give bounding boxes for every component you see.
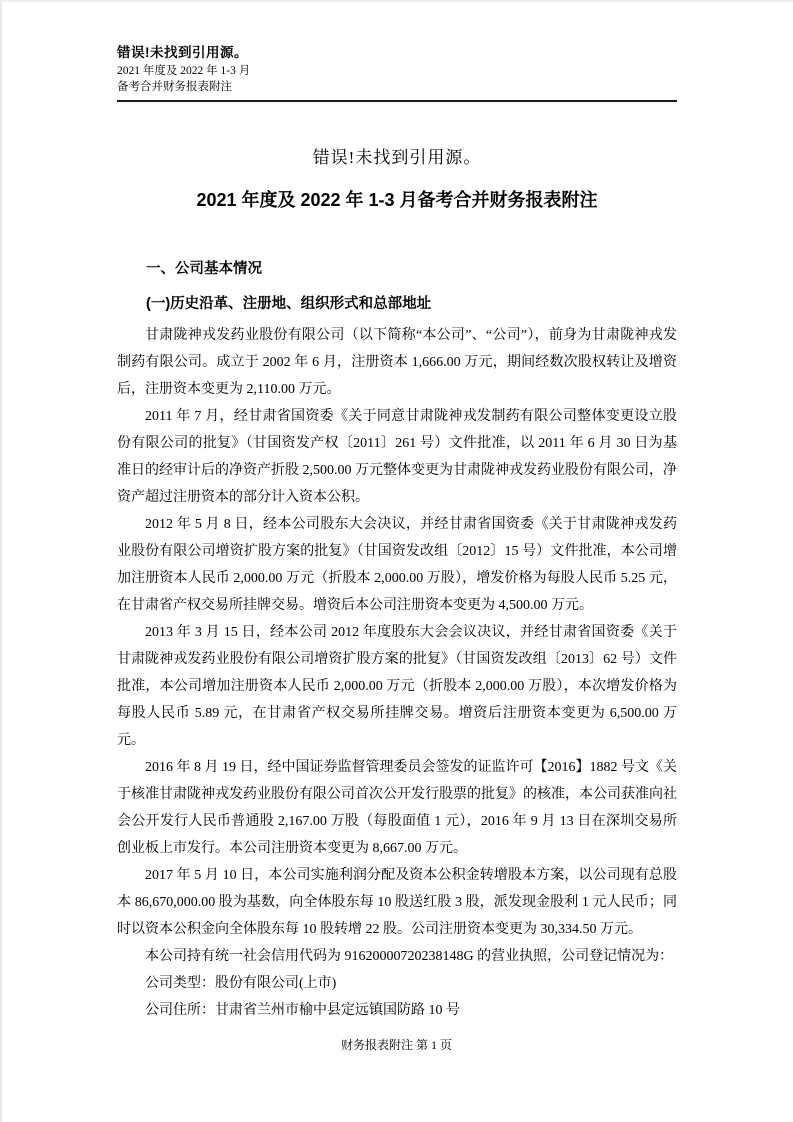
paragraph: 公司住所：甘肃省兰州市榆中县定远镇国防路 10 号 bbox=[145, 1003, 460, 1018]
paragraph-block bbox=[117, 322, 677, 1024]
paragraph: 2017 年 5 月 10 日，本公司实施利润分配及资本公积金转增股本方案，以公司现有总股本 86,670,000.00 股为基数，向全体股东每 10 股送红股 3 股，派发现金股利 1 元人民币；同时以资本公积金向全体股东每 10 股转增 22 股。公司注册资本变更为 30,334.50 万元。 bbox=[117, 868, 677, 937]
page-footer-area bbox=[0, 1036, 793, 1054]
header-period-line: 2021 年度及 2022 年 1-3 月 bbox=[117, 65, 251, 77]
section-heading: 一、公司基本情况 bbox=[146, 261, 262, 277]
document-body bbox=[117, 146, 677, 1024]
paragraph: 2011 年 7 月，经甘肃省国资委《关于同意甘肃陇神戎发制药有限公司整体变更设立股份有限公司的批复》（甘国资发产权〔2011〕261 号）文件批准，以 2011 年 6 月 30 日为基准日的经审计后的净资产折股 2,500.00 万元整体变更为甘肃陇神戎发药业股份有限公司，净资产超过注册资本的部分计入资本公积。 bbox=[117, 409, 677, 505]
footer-page-label: 财务报表附注 第 1 页 bbox=[340, 1038, 452, 1052]
paragraph: 公司类型：股份有限公司(上市) bbox=[145, 976, 337, 991]
document-title: 2021 年度及 2022 年 1-3 月备考合并财务报表附注 bbox=[196, 190, 598, 210]
paragraph: 本公司持有统一社会信用代码为 91620000720238148G 的营业执照，公司登记情况为： bbox=[145, 949, 674, 964]
paragraph: 2013 年 3 月 15 日，经本公司 2012 年度股东大会会议决议，并经甘肃省国资委《关于甘肃陇神戎发药业股份有限公司增资扩股方案的批复》（甘国资发改组〔2013〕62 号）文件批准，本公司增加注册资本人民币 2,000.00 万元（折股本 2,000.00 万股），本次增发价格为每股人民币 5.89 元，在甘肃省产权交易所挂牌交易。增资后注册资本变更为 6,500.00 万元。 bbox=[117, 625, 677, 748]
paragraph: 甘肃陇神戎发药业股份有限公司（以下简称“本公司”、“公司”），前身为甘肃陇神戎发制药有限公司。成立于 2002 年 6 月，注册资本 1,666.00 万元，期间经数次股权转让及增资后，注册资本变更为 2,110.00 万元。 bbox=[117, 328, 677, 397]
paragraph: 2012 年 5 月 8 日，经本公司股东大会决议，并经甘肃省国资委《关于甘肃陇神戎发药业股份有限公司增资扩股方案的批复》（甘国资发改组〔2012〕15 号）文件批准，本公司增加注册资本人民币 2,000.00 万元（折股本 2,000.00 万股），增发价格为每股人民币 5.25 元，在甘肃省产权交易所挂牌交易。增资后本公司注册资本变更为 4,500.00 万元。 bbox=[117, 517, 677, 613]
page-header bbox=[117, 43, 677, 102]
subsection-heading: (一)历史沿革、注册地、组织形式和总部地址 bbox=[146, 296, 432, 312]
header-error-ref: 错误!未找到引用源。 bbox=[117, 45, 248, 60]
paragraph: 2016 年 8 月 19 日，经中国证券监督管理委员会签发的证监许可【2016】1882 号文《关于核准甘肃陇神戎发药业股份有限公司首次公开发行股票的批复》的核准，本公司获准向社会公开发行人民币普通股 2,167.00 万股（每股面值 1 元），2016 年 9 月 13 日在深圳交易所创业板上市发行。本公司注册资本变更为 8,667.00 万元。 bbox=[117, 760, 677, 856]
title-error-ref: 错误!未找到引用源。 bbox=[312, 148, 482, 167]
header-doc-line: 备考合并财务报表附注 bbox=[117, 81, 232, 93]
